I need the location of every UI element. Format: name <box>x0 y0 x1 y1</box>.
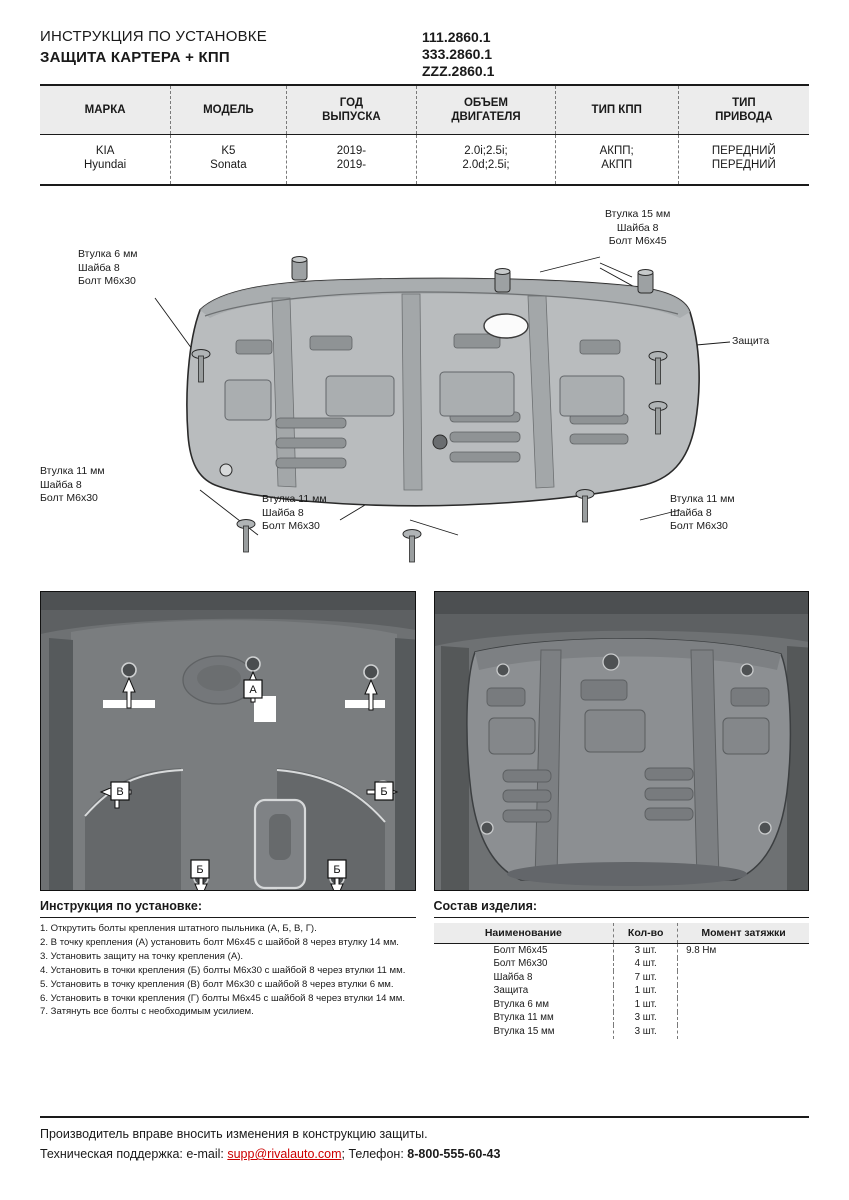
part-torque <box>678 1025 809 1039</box>
callout-bottom-left-line3: Болт М6х30 <box>40 492 98 504</box>
table-row <box>434 971 810 985</box>
cell-gearbox <box>555 135 678 185</box>
svg-text:А: А <box>249 684 257 696</box>
callout-top-left-line1: Втулка 6 мм <box>78 248 138 260</box>
support-line <box>40 1146 809 1163</box>
email-label: e-mail: <box>186 1147 224 1161</box>
list-item: 4. Установить в точки крепления (Б) болты М6х30 с шайбой 8 через втулки 11 мм. <box>40 964 406 976</box>
part-name: Болт М6х45 <box>434 944 614 958</box>
callout-top-right-line3: Болт М6х45 <box>608 235 667 247</box>
part-name: Втулка 11 мм <box>434 1012 614 1026</box>
col-engine: ОБЪЕМ ДВИГАТЕЛЯ <box>417 86 555 135</box>
instructions-list <box>40 923 416 1019</box>
header-title-block <box>40 28 400 66</box>
cell-gearbox-line1: АКПП; <box>599 145 634 157</box>
col-part-name: Наименование <box>434 923 614 944</box>
callout-bottom-center-line2: Шайба 8 <box>262 506 304 519</box>
photo-installed-shield-svg <box>435 592 810 891</box>
table-row <box>434 998 810 1012</box>
document-footer <box>40 1116 809 1166</box>
cell-year <box>286 135 417 185</box>
svg-text:Б: Б <box>196 864 204 876</box>
table-row <box>434 1012 810 1026</box>
part-name: Защита <box>434 985 614 999</box>
callout-top-left <box>78 248 138 289</box>
col-drive: ТИП ПРИВОДА <box>678 86 809 135</box>
list-item: 6. Установить в точки крепления (Г) болты М6х45 с шайбой 8 через втулки 14 мм. <box>40 992 406 1004</box>
cell-drive-line1: ПЕРЕДНИЙ <box>711 145 776 157</box>
svg-text:В: В <box>116 786 124 798</box>
cell-brand <box>40 135 171 185</box>
cell-gearbox-line2: АКПП <box>601 159 633 171</box>
assembly-diagram <box>40 190 809 585</box>
cell-model-line1: K5 <box>221 145 236 157</box>
vehicle-spec-table-wrap <box>40 86 809 186</box>
support-phone: 8-800-555-60-43 <box>407 1147 501 1161</box>
callout-shield-text: Защита <box>732 335 770 347</box>
callout-top-right-line2: Шайба 8 <box>616 221 659 234</box>
callout-top-left-line3: Болт М6х30 <box>78 275 136 287</box>
document-title: ЗАЩИТА КАРТЕРА + КПП <box>40 49 230 66</box>
part-torque <box>678 971 809 985</box>
part-name: Болт М6х30 <box>434 958 614 972</box>
cell-year-line1: 2019- <box>336 145 367 157</box>
cell-engine <box>417 135 555 185</box>
callout-shield-label <box>732 335 769 349</box>
part-name: Шайба 8 <box>434 971 614 985</box>
col-brand: МАРКА <box>40 86 171 135</box>
phone-label: Телефон: <box>348 1147 404 1161</box>
bottom-section <box>40 899 809 1039</box>
part-torque <box>678 985 809 999</box>
callout-bottom-right <box>670 493 735 534</box>
footer-divider <box>40 1116 809 1118</box>
installation-instructions <box>40 899 416 1039</box>
part-torque <box>678 1012 809 1026</box>
list-item: 3. Установить защиту на точку крепления (А). <box>40 950 244 962</box>
callout-bottom-center <box>262 493 327 534</box>
svg-text:Б: Б <box>333 864 341 876</box>
callout-bottom-right-line2: Шайба 8 <box>670 506 712 519</box>
cell-engine-line1: 2.0i;2.5i; <box>464 145 508 157</box>
table-header-row <box>434 923 810 944</box>
part-qty: 7 шт. <box>614 971 678 985</box>
table-header-row <box>40 86 809 135</box>
col-gearbox: ТИП КПП <box>555 86 678 135</box>
col-model: МОДЕЛЬ <box>171 86 286 135</box>
list-item: 2. В точку крепления (А) установить болт М6х45 с шайбой 8 через втулку 14 мм. <box>40 936 399 948</box>
svg-text:Б: Б <box>380 786 388 798</box>
callout-bottom-center-line1: Втулка 11 мм <box>262 493 327 505</box>
part-torque <box>678 958 809 972</box>
support-email-link[interactable]: supp@rivalauto.com <box>227 1147 342 1161</box>
table-row <box>434 1025 810 1039</box>
photo-underbody <box>40 591 416 891</box>
document-header <box>40 0 809 79</box>
part-qty: 1 шт. <box>614 985 678 999</box>
callout-bottom-right-line1: Втулка 11 мм <box>670 493 735 505</box>
cell-year-line2: 2019- <box>336 159 367 171</box>
col-part-torque: Момент затяжки <box>678 923 809 944</box>
part-qty: 1 шт. <box>614 998 678 1012</box>
parts-table <box>434 923 810 1039</box>
photo-underbody-svg <box>41 592 416 891</box>
callout-bottom-left <box>40 465 105 506</box>
cell-model <box>171 135 286 185</box>
callout-bottom-center-line3: Болт М6х30 <box>262 520 320 532</box>
email-separator: ; <box>341 1147 345 1161</box>
cell-model-line2: Sonata <box>210 159 247 171</box>
callout-top-right <box>605 208 670 249</box>
callout-bottom-left-line2: Шайба 8 <box>40 478 82 491</box>
photo-installed-shield <box>434 591 810 891</box>
part-qty: 3 шт. <box>614 944 678 958</box>
composition-title: Состав изделия: <box>433 899 538 913</box>
part-name: Втулка 15 мм <box>434 1025 614 1039</box>
list-item: 7. Затянуть все болты с необходимым усилием. <box>40 1006 254 1018</box>
part-qty: 4 шт. <box>614 958 678 972</box>
product-codes <box>400 28 494 80</box>
list-item: 1. Открутить болты крепления штатного пыльника (А, Б, В, Г). <box>40 923 317 934</box>
table-row <box>434 944 810 958</box>
part-qty: 3 шт. <box>614 1012 678 1026</box>
manufacturer-note: Производитель вправе вносить изменения в конструкцию защиты. <box>40 1127 428 1141</box>
cell-drive <box>678 135 809 185</box>
cell-engine-line2: 2.0d;2.5i; <box>462 159 510 171</box>
document-subtitle: ИНСТРУКЦИЯ ПО УСТАНОВКЕ <box>40 28 267 45</box>
product-code-1: 111.2860.1 <box>422 29 491 45</box>
cell-brand-line2: Hyundai <box>84 159 127 171</box>
composition-section <box>434 899 810 1039</box>
table-row <box>434 958 810 972</box>
part-torque: 9.8 Нм <box>686 944 717 956</box>
table-row <box>434 985 810 999</box>
part-qty: 3 шт. <box>614 1025 678 1039</box>
composition-divider <box>434 917 810 918</box>
col-year: ГОД ВЫПУСКА <box>286 86 417 135</box>
part-name: Втулка 6 мм <box>434 998 614 1012</box>
table-row <box>40 135 809 185</box>
callout-bottom-left-line1: Втулка 11 мм <box>40 465 105 477</box>
product-code-2: 333.2860.1 <box>422 46 493 62</box>
vehicle-spec-table <box>40 86 809 184</box>
part-torque <box>678 998 809 1012</box>
list-item: 5. Установить в точку крепления (В) болт М6х30 с шайбой 8 через втулки 6 мм. <box>40 978 394 990</box>
cell-drive-line2: ПЕРЕДНИЙ <box>711 159 776 171</box>
callout-top-left-line2: Шайба 8 <box>78 261 120 274</box>
callout-bottom-right-line3: Болт М6х30 <box>670 520 728 532</box>
support-label: Техническая поддержка: <box>40 1147 183 1161</box>
callout-top-right-line1: Втулка 15 мм <box>605 208 671 220</box>
instructions-title: Инструкция по установке: <box>40 899 202 913</box>
cell-brand-line1: KIA <box>95 145 115 157</box>
col-part-qty: Кол-во <box>614 923 678 944</box>
instructions-divider <box>40 917 416 918</box>
product-code-3: ZZZ.2860.1 <box>422 63 495 79</box>
photo-panels <box>40 591 809 891</box>
